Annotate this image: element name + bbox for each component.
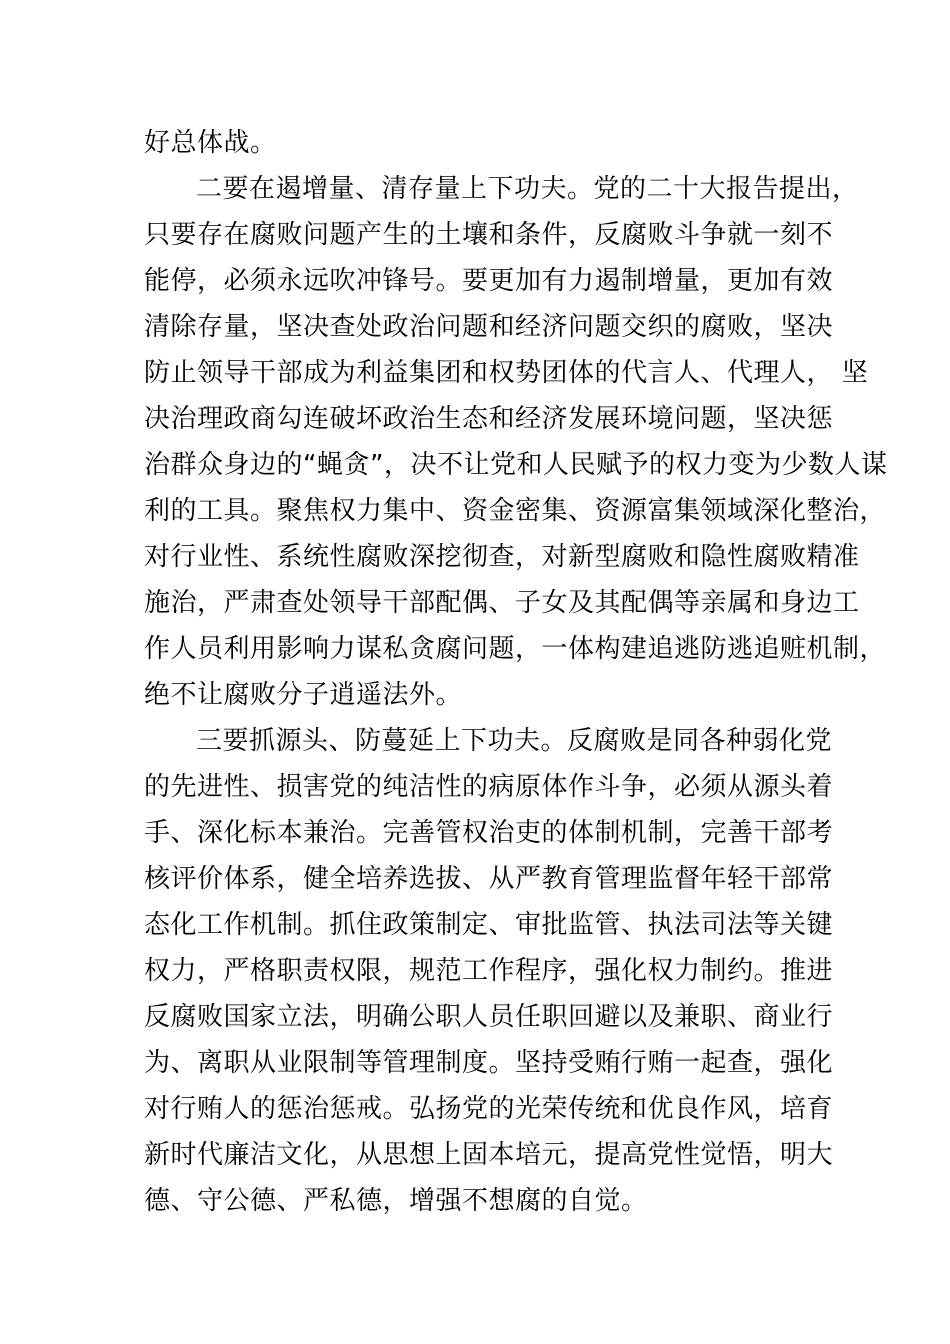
paragraph-start-line: 三要抓源头、防蔓延上下功夫。反腐败是同各种弱化党	[196, 726, 833, 756]
text-line: 好总体战。	[144, 128, 277, 158]
text-line: 能停，必须永远吹冲锋号。要更加有力遏制增量，更加有效	[144, 266, 834, 296]
text-line: 只要存在腐败问题产生的土壤和条件，反腐败斗争就一刻不	[144, 220, 834, 250]
text-line: 为、离职从业限制等管理制度。坚持受贿行贿一起查，强化	[144, 1048, 834, 1078]
text-line: 治群众身边的“蝇贪”，决不让党和人民赋予的权力变为少数人谋	[144, 450, 888, 480]
text-line: 手、深化标本兼治。完善管权治吏的体制机制，完善干部考	[144, 818, 834, 848]
text-line: 德、守公德、严私德，增强不想腐的自觉。	[144, 1186, 648, 1216]
text-line: 新时代廉洁文化，从思想上固本培元，提高党性觉悟，明大	[144, 1140, 834, 1170]
paragraph-start-line: 二要在遏增量、清存量上下功夫。党的二十大报告提出，	[196, 174, 859, 204]
text-line: 施治，严肃查处领导干部配偶、子女及其配偶等亲属和身边工	[144, 588, 860, 618]
text-line: 清除存量，坚决查处政治问题和经济问题交织的腐败，坚决	[144, 312, 834, 342]
text-line: 核评价体系，健全培养选拔、从严教育管理监督年轻干部常	[144, 864, 834, 894]
text-line: 对行业性、系统性腐败深挖彻查，对新型腐败和隐性腐败精准	[144, 542, 860, 572]
text-line: 利的工具。聚焦权力集中、资金密集、资源富集领域深化整治，	[144, 496, 887, 526]
text-line: 作人员利用影响力谋私贪腐问题，一体构建追逃防逃追赃机制，	[144, 634, 887, 664]
text-line: 决治理政商勾连破坏政治生态和经济发展环境问题，坚决惩	[144, 404, 834, 434]
text-line: 对行贿人的惩治惩戒。弘扬党的光荣传统和优良作风，培育	[144, 1094, 834, 1124]
text-line: 反腐败国家立法，明确公职人员任职回避以及兼职、商业行	[144, 1002, 834, 1032]
text-line: 态化工作机制。抓住政策制定、审批监管、执法司法等关键	[144, 910, 834, 940]
text-line: 绝不让腐败分子逍遥法外。	[144, 680, 463, 710]
text-line: 的先进性、损害党的纯洁性的病原体作斗争，必须从源头着	[144, 772, 834, 802]
text-line: 权力，严格职责权限，规范工作程序，强化权力制约。推进	[144, 956, 834, 986]
text-line: 防止领导干部成为利益集团和权势团体的代言人、代理人， 坚	[144, 358, 869, 388]
